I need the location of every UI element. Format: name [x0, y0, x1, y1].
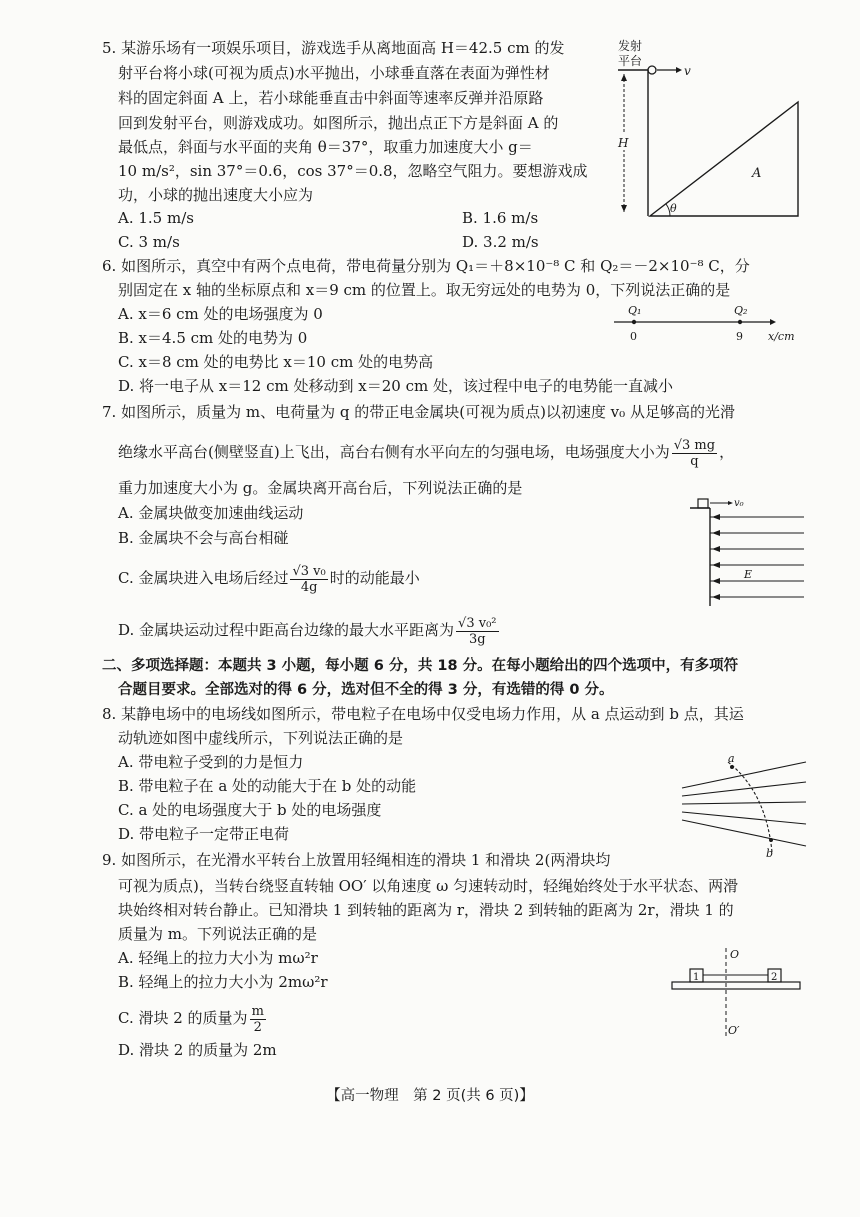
q5-line: 10 m/s²，sin 37°＝0.6，cos 37°＝0.8，忽略空气阻力。要想游戏成: [118, 162, 588, 180]
q7-option-c-fraction: $\frac{\text{√3 v₀}}{4g}$: [292, 563, 326, 595]
q7-option-c-text: C. 金属块进入电场后经过: [118, 569, 289, 587]
q5-incline-diagram: [612, 34, 812, 224]
q9-fig-label-block1: 1: [693, 972, 700, 983]
q8-option-c: C. a 处的电场强度大于 b 处的电场强度: [118, 801, 382, 819]
q7-option-a: A. 金属块做变加速曲线运动: [118, 504, 304, 522]
q9-option-d: D. 滑块 2 的质量为 2m: [118, 1041, 277, 1059]
q9-option-c: [118, 1000, 268, 1036]
q6-option-b: B. x＝4.5 cm 处的电势为 0: [118, 329, 308, 347]
q9-option-c-fraction: $\frac{m}{2}$: [251, 1003, 264, 1035]
q8-fig-label-b: b: [766, 847, 774, 860]
q7-option-c-text: 时的动能最小: [329, 569, 420, 587]
q8-option-d: D. 带电粒子一定带正电荷: [118, 825, 290, 843]
q7-field-fraction: $\frac{√3 mg}{q}$: [673, 437, 716, 469]
q7-line: 重力加速度大小为 g。金属块离开高台后，下列说法正确的是: [118, 479, 523, 497]
q7-option-c: [118, 560, 420, 596]
q8-point-b: [769, 838, 773, 842]
q6-fig-tick-9: 9: [736, 330, 743, 343]
q9-line: 质量为 m。下列说法正确的是: [118, 925, 317, 943]
q5-option-d: D. 3.2 m/s: [462, 233, 539, 251]
q5-fig-label-v: v: [684, 64, 691, 78]
q7-option-d-text: D. 金属块运动过程中距高台边缘的最大水平距离为: [118, 621, 455, 639]
q9-option-c-text: C. 滑块 2 的质量为: [118, 1009, 248, 1027]
q5-option-c: C. 3 m/s: [118, 233, 180, 251]
q5-fig-label-platform: 发射: [618, 39, 643, 53]
section-2-line: 合题目要求。全部选对的得 6 分，选对但不全的得 3 分，有选错的得 0 分。: [118, 682, 614, 698]
q6-fig-label-q2: Q₂: [734, 304, 748, 317]
q5-line: 料的固定斜面 A 上，若小球能垂直击中斜面等速率反弹并沿原路: [118, 89, 544, 107]
q6-line: 别固定在 x 轴的坐标原点和 x＝9 cm 的位置上。取无穷远处的电势为 0，下列说法正确的是: [118, 281, 731, 299]
q5-line: 射平台将小球(可视为质点)水平抛出，小球垂直落在表面为弹性材: [118, 64, 550, 82]
q5-line: 5. 某游乐场有一项娱乐项目，游戏选手从离地面高 H＝42.5 cm 的发: [102, 39, 565, 57]
q9-fig-label-O: O: [730, 948, 740, 961]
q5-ball: [648, 66, 656, 74]
q9-fig-label-O2: O′: [728, 1024, 740, 1037]
q6-option-d: D. 将一电子从 x＝12 cm 处移动到 x＝20 cm 处，该过程中电子的电势能一直减小: [118, 377, 673, 395]
q6-fig-tick-0: 0: [630, 330, 637, 343]
q6-option-a: A. x＝6 cm 处的电场强度为 0: [118, 305, 323, 323]
q8-line: 8. 某静电场中的电场线如图所示，带电粒子在电场中仅受电场力作用，从 a 点运动到 b 点，其运: [102, 705, 744, 723]
q9-option-a: A. 轻绳上的拉力大小为 mω²r: [118, 949, 318, 967]
section-2-line: 二、多项选择题：本题共 3 小题，每小题 6 分，共 18 分。在每小题给出的四个选项中，有多项符: [102, 658, 739, 674]
q9-turntable-diagram: [668, 942, 808, 1042]
q8-field-line-diagram: [674, 752, 814, 862]
q6-charge-q2: [738, 320, 742, 324]
q6-option-c: C. x＝8 cm 处的电势比 x＝10 cm 处的电势高: [118, 353, 434, 371]
q9-line: 可视为质点)，当转台绕竖直转轴 OO′ 以角速度 ω 匀速转动时，轻绳始终处于水平状态、两滑: [118, 877, 739, 895]
q7-line: 7. 如图所示，质量为 m、电荷量为 q 的带正电金属块(可视为质点)以初速度 v₀ 从足够高的光滑: [102, 403, 735, 421]
q8-option-a: A. 带电粒子受到的力是恒力: [118, 753, 304, 771]
q9-option-b: B. 轻绳上的拉力大小为 2mω²r: [118, 973, 328, 991]
q9-line: 9. 如图所示，在光滑水平转台上放置用轻绳相连的滑块 1 和滑块 2(两滑块均: [102, 851, 611, 869]
q7-line-text: ，: [719, 443, 735, 461]
page-footer: 【高一物理 第 2 页(共 6 页)】: [326, 1088, 534, 1104]
q9-turntable: [672, 982, 800, 989]
q8-line: 动轨迹如图中虚线所示，下列说法正确的是: [118, 729, 404, 747]
q7-line: [118, 434, 734, 470]
q7-line-text: 绝缘水平高台(侧壁竖直)上飞出，高台右侧有水平向左的匀强电场，电场强度大小为: [118, 443, 670, 461]
q7-fig-label-E: E: [744, 568, 753, 581]
q7-option-d: [118, 612, 501, 648]
q5-option-b: B. 1.6 m/s: [462, 209, 539, 227]
q5-fig-label-H: H: [618, 136, 629, 150]
q9-fig-label-block2: 2: [771, 972, 778, 983]
q5-fig-label-platform: 平台: [618, 54, 643, 68]
q5-fig-label-theta: θ: [670, 202, 677, 215]
q5-option-a: A. 1.5 m/s: [118, 209, 194, 227]
q5-fig-label-A: A: [752, 166, 762, 181]
q6-fig-axis-label: x/cm: [768, 330, 795, 343]
q8-trajectory: [728, 762, 772, 852]
q6-axis-diagram: [610, 302, 810, 346]
q7-field-diagram: [664, 494, 814, 610]
q8-point-a: [730, 765, 734, 769]
q6-line: 6. 如图所示，真空中有两个点电荷，带电荷量分别为 Q₁＝＋8×10⁻⁸ C 和 Q₂＝－2×10⁻⁸ C，分: [102, 257, 750, 275]
q7-block: [698, 499, 708, 508]
q5-line: 最低点，斜面与水平面的夹角 θ＝37°，取重力加速度大小 g＝: [118, 138, 533, 156]
q8-fig-label-a: a: [728, 752, 735, 765]
q6-charge-q1: [632, 320, 636, 324]
q7-option-d-fraction: $\frac{\text{√3 v₀²}}{3g}$: [458, 615, 497, 647]
q7-fig-label-v0: v₀: [734, 498, 744, 509]
q5-incline-A: [650, 102, 798, 216]
q5-line: 功，小球的抛出速度大小应为: [118, 186, 314, 204]
q6-fig-label-q1: Q₁: [628, 304, 642, 317]
q5-line: 回到发射平台，则游戏成功。如图所示，抛出点正下方是斜面 A 的: [118, 114, 559, 132]
q8-option-b: B. 带电粒子在 a 处的动能大于在 b 处的动能: [118, 777, 417, 795]
q9-line: 块始终相对转台静止。已知滑块 1 到转轴的距离为 r，滑块 2 到转轴的距离为 2r，滑块 1 的: [118, 901, 734, 919]
q7-option-b: B. 金属块不会与高台相碰: [118, 529, 289, 547]
